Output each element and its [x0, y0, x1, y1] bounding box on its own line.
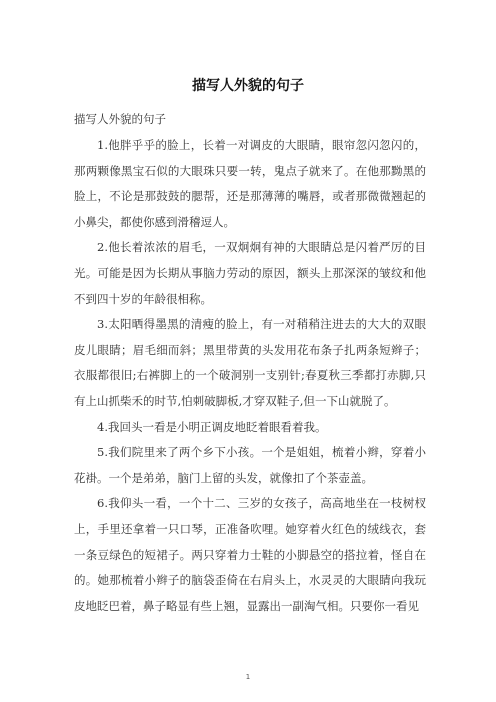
paragraph-2: 2.他长着浓浓的眉毛，一双炯炯有神的大眼睛总是闪着严厉的目光。可能是因为长期从事脑力劳动的原因，额头上那深深的皱纹和他不到四十岁的年龄很相称。: [74, 240, 426, 306]
page-number: 1: [245, 673, 251, 681]
paragraph-5: 5.我们院里来了两个乡下小孩。一个是姐姐，梳着小辫，穿着小花褂。一个是弟弟，脑门上留的头发，就像扣了个茶壶盖。: [74, 445, 426, 485]
paragraph-1: 1.他胖乎乎的脸上，长着一对调皮的大眼睛，眼帘忽闪忽闪的，那两颗像黑宝石似的大眼珠只要一转，鬼点子就来了。在他那黝黑的脸上，不论是那鼓鼓的腮帮，还是那薄薄的嘴唇，或者那微微翘起的小鼻尖，都使你感到滑稽逗人。: [74, 138, 426, 229]
paragraph-3: 3.太阳晒得墨黑的清瘦的脸上，有一对稍稍注进去的大大的双眼皮儿眼睛；眉毛细而斜；黑里带黄的头发用花布条子扎两条短辫子；衣服都很旧;右裤脚上的一个破洞别一支别针;春夏秋三季都打赤脚,只有上山抓柴禾的时节,怕刺破脚板,才穿双鞋子,但一下山就脱了。: [74, 317, 426, 408]
document-subtitle: 描写人外貌的句子: [74, 112, 166, 126]
paragraph-6: 6.我仰头一看，一个十二、三岁的女孩子，高高地坐在一枝树杈上，手里还拿着一只口琴，正准备吹哩。她穿着火红色的绒线衣，套一条豆绿色的短裙子。两只穿着力士鞋的小脚悬空的搭拉着，怪自在的。她那梳着小辫子的脑袋歪倚在右肩头上，水灵灵的大眼睛向我玩皮地眨巴着，鼻子略显有些上翘，显露出一副淘气相。只要你一看见: [74, 496, 426, 613]
paragraph-4: 4.我回头一看是小明正调皮地眨着眼看着我。: [97, 419, 327, 434]
document-title: 描写人外貌的句子: [192, 78, 304, 94]
document-body: [74, 133, 426, 619]
